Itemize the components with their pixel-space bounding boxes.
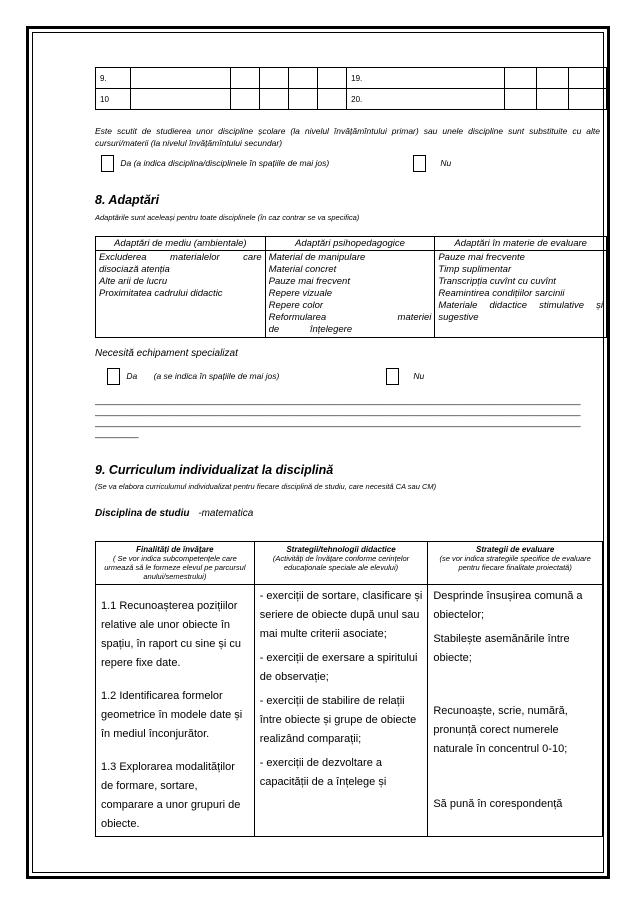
answer-line: _____________________________________________________________________________________________________ bbox=[95, 406, 581, 416]
header-evaluation: Adaptări în materie de evaluare bbox=[435, 237, 607, 251]
equipment-yes-row bbox=[107, 368, 279, 385]
header-psycho: Adaptări psihopedagogice bbox=[265, 237, 435, 251]
list-item: Materiale didactice stimulative și sugestive bbox=[438, 300, 603, 323]
header-outcomes: Finalități de învățare ( Se vor indica subcompetențele care urmează să le formeze elevul pe parcursul anului/semestrului) bbox=[96, 542, 255, 585]
discipline-label: Disciplina de studiu bbox=[95, 508, 190, 519]
strategy-item: - exerciții de sortare, clasificare și seriere de obiecte după unul sau mai multe criterii asociate; bbox=[259, 590, 423, 640]
section-9-title: 9. Curriculum individualizat la disciplină bbox=[95, 463, 334, 477]
table-cell[interactable] bbox=[504, 89, 536, 110]
section-8-title: 8. Adaptări bbox=[95, 193, 160, 207]
adaptations-table bbox=[95, 236, 607, 338]
assessment-item: Să pună în corespondență bbox=[433, 798, 563, 810]
assessment-item: Desprinde însușirea comună a obiectelor; bbox=[433, 590, 583, 621]
header-assessment: Strategii de evaluare (se vor indica strategiile specifice de evaluare pentru fiecare finalitate proiectată) bbox=[428, 542, 603, 585]
table-cell[interactable] bbox=[260, 89, 289, 110]
discipline-row bbox=[95, 508, 253, 519]
section-9-subtitle: (Se va elabora curriculumul individualizat pentru fiecare disciplină de studiu, care necesită CA sau CM) bbox=[95, 482, 437, 491]
table-cell[interactable] bbox=[131, 68, 231, 89]
table-row bbox=[96, 68, 607, 89]
answer-line: _________ bbox=[95, 428, 139, 438]
no-checkbox[interactable] bbox=[413, 155, 426, 172]
psycho-cell bbox=[265, 251, 435, 338]
list-item: Alte arii de lucru bbox=[99, 276, 168, 287]
table-cell[interactable] bbox=[318, 89, 347, 110]
equipment-no-row bbox=[386, 368, 424, 385]
subjects-table bbox=[95, 67, 607, 110]
table-cell[interactable] bbox=[536, 68, 568, 89]
equipment-yes-hint: (a se indica în spațiile de mai jos) bbox=[153, 370, 280, 381]
row-number: 19. bbox=[347, 68, 505, 89]
equipment-no-label: Nu bbox=[413, 370, 425, 381]
outcomes-cell bbox=[96, 585, 255, 837]
list-item: Excluderea materialelor care disociază atenția bbox=[99, 252, 262, 275]
row-number: 20. bbox=[347, 89, 505, 110]
list-item: Pauze mai frecvent bbox=[268, 276, 350, 287]
header-environment: Adaptări de mediu (ambientale) bbox=[96, 237, 266, 251]
equipment-yes-checkbox[interactable] bbox=[107, 368, 120, 385]
strategy-item: - exerciții de dezvoltare a capacității de a înțelege și bbox=[259, 757, 387, 788]
curriculum-table bbox=[95, 541, 603, 837]
table-row bbox=[96, 89, 607, 110]
table-cell[interactable] bbox=[504, 68, 536, 89]
table-cell[interactable] bbox=[568, 89, 607, 110]
list-item: Reamintirea condițiilor sarcinii bbox=[438, 288, 565, 299]
list-item: Pauze mai frecvente bbox=[438, 252, 525, 263]
assessment-item: Recunoaște, scrie, numără, pronunță corect numerele naturale în concentrul 0-10; bbox=[433, 705, 568, 755]
equipment-no-checkbox[interactable] bbox=[386, 368, 399, 385]
header-strategies: Strategii/tehnologii didactice (Activități de învățare conforme cerințelor educaționale speciale ale elevului) bbox=[254, 542, 428, 585]
list-item: Material concret bbox=[268, 264, 337, 275]
section-8-subtitle: Adaptările sunt aceleași pentru toate disciplinele (în caz contrar se va specifica) bbox=[95, 213, 360, 222]
table-cell[interactable] bbox=[231, 89, 260, 110]
list-item: Repere vizuale bbox=[268, 288, 333, 299]
answer-line: _____________________________________________________________________________________________________ bbox=[95, 417, 581, 427]
strategy-item: - exerciții de exersare a spiritului de observație; bbox=[259, 652, 418, 683]
table-cell[interactable] bbox=[568, 68, 607, 89]
equipment-yes-label: Da bbox=[126, 370, 138, 381]
equipment-label: Necesită echipament specializat bbox=[95, 348, 238, 359]
strategy-item: - exerciții de stabilire de relații între obiecte și grupe de obiecte realizând comparații; bbox=[259, 695, 417, 745]
table-cell[interactable] bbox=[318, 68, 347, 89]
table-cell[interactable] bbox=[131, 89, 231, 110]
strategies-cell bbox=[254, 585, 428, 837]
list-item: Proximitatea cadrului didactic bbox=[99, 288, 223, 299]
option-yes-label: Da (a indica disciplina/disciplinele în spațiile de mai jos) bbox=[120, 157, 330, 168]
answer-lines[interactable] bbox=[95, 395, 581, 439]
table-cell[interactable] bbox=[260, 68, 289, 89]
row-number: 10 bbox=[96, 89, 131, 110]
answer-line: _____________________________________________________________________________________________________ bbox=[95, 395, 581, 405]
list-item: Repere color bbox=[268, 300, 324, 311]
list-item: Reformularea materiei de înțelegere bbox=[268, 312, 432, 335]
option-no-row bbox=[413, 155, 451, 172]
list-item: Transcripția cuvînt cu cuvînt bbox=[438, 276, 556, 287]
outcome-item: 1.1 Recunoașterea pozițiilor relative ale unor obiecte în spațiu, în raport cu sine și cu repere fixe date. bbox=[101, 600, 242, 669]
assessment-cell bbox=[428, 585, 603, 837]
evaluation-cell bbox=[435, 251, 607, 338]
outcome-item: 1.2 Identificarea formelor geometrice în modele date și în mediul înconjurător. bbox=[101, 690, 243, 740]
option-yes-row bbox=[101, 155, 329, 172]
exemption-note: Este scutit de studierea unor discipline școlare (la nivelul învățămîntului primar) sau unele discipline sunt substituite cu alte cursuri/materii (la nivelul învățămîntului secundar) bbox=[95, 126, 600, 148]
table-cell[interactable] bbox=[289, 89, 318, 110]
row-number: 9. bbox=[96, 68, 131, 89]
discipline-value: -matematica bbox=[198, 508, 254, 519]
list-item: Timp suplimentar bbox=[438, 264, 512, 275]
environment-cell bbox=[96, 251, 266, 338]
table-cell[interactable] bbox=[231, 68, 260, 89]
table-cell[interactable] bbox=[536, 89, 568, 110]
list-item: Material de manipulare bbox=[268, 252, 366, 263]
option-no-label: Nu bbox=[440, 157, 452, 168]
yes-checkbox[interactable] bbox=[101, 155, 114, 172]
assessment-item: Stabilește asemănările între obiecte; bbox=[433, 633, 570, 664]
table-cell[interactable] bbox=[289, 68, 318, 89]
outcome-item: 1.3 Explorarea modalităților de formare, sortare, comparare a unor grupuri de obiecte. bbox=[101, 761, 241, 830]
